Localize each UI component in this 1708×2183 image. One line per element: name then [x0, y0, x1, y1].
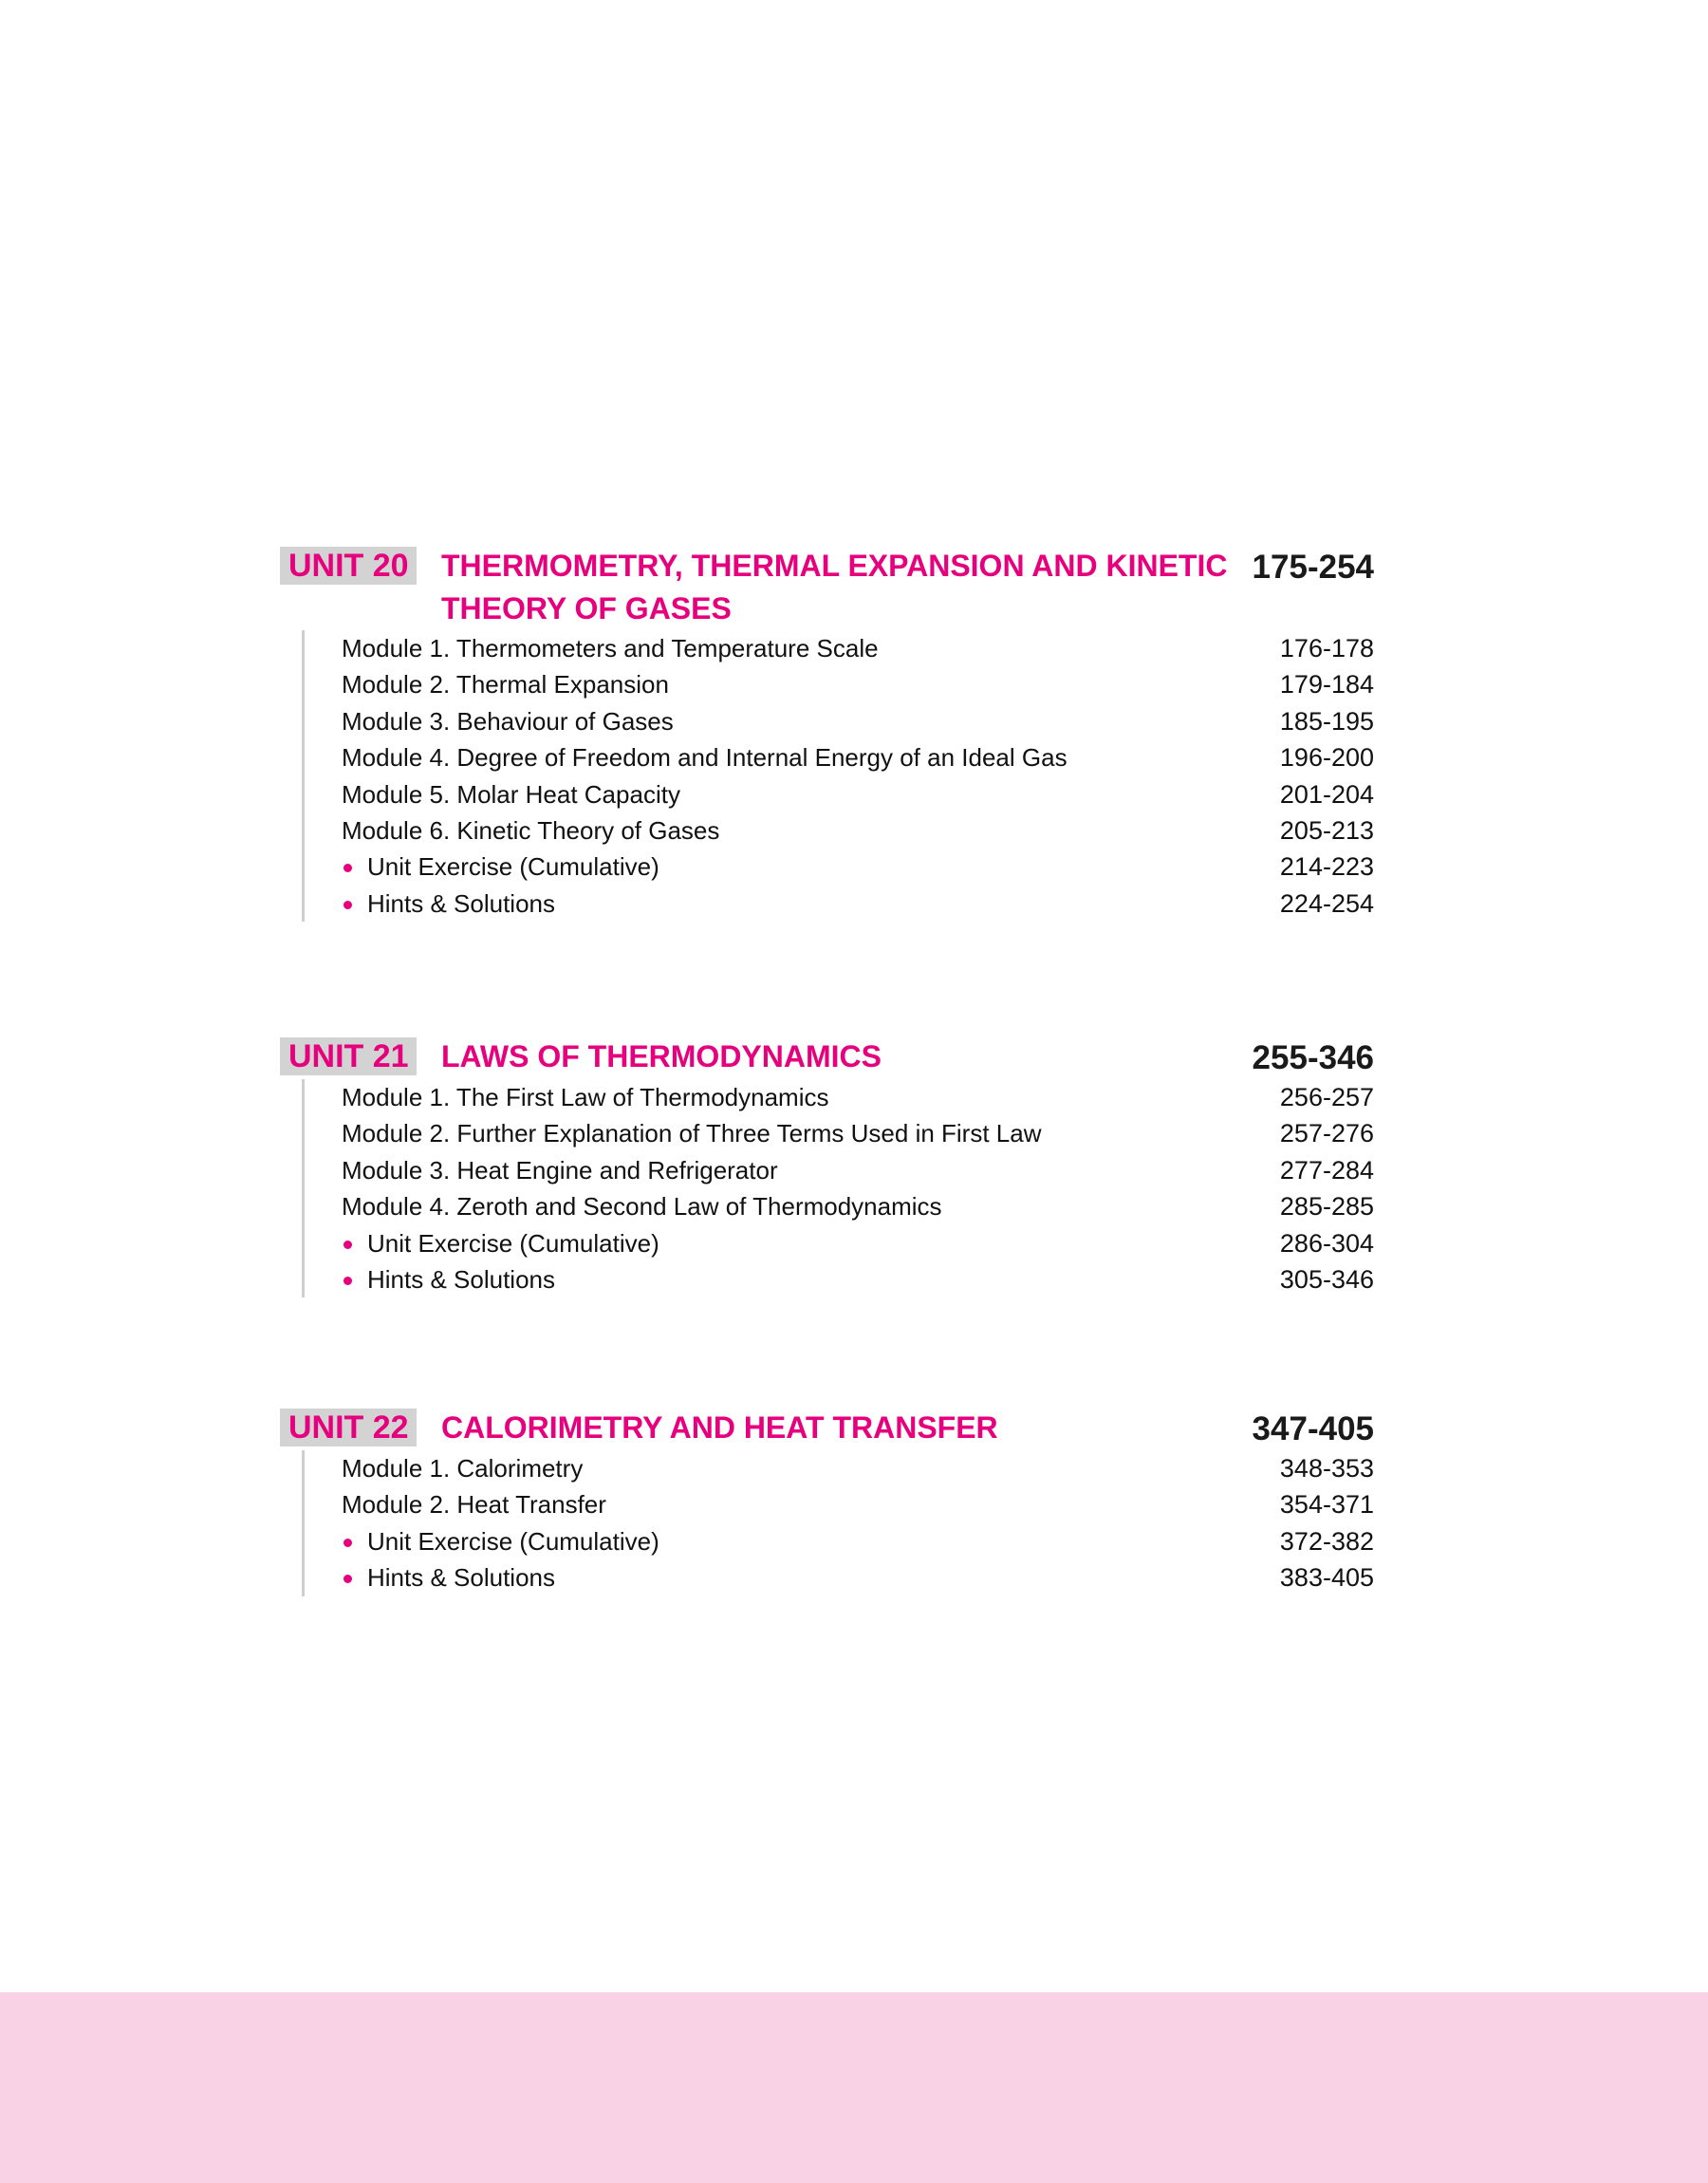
bullet-dot-icon	[343, 1241, 352, 1249]
entry-pages: 179-184	[1279, 670, 1374, 700]
footer-band	[0, 1992, 1708, 2183]
unit-entries	[302, 1450, 1385, 1596]
toc-entry[interactable]	[342, 1115, 1385, 1151]
toc-entry[interactable]	[342, 1559, 1385, 1595]
unit-label: UNIT 20	[280, 547, 417, 585]
entry-label: Module 2. Further Explanation of Three Terms Used in First Law	[342, 1119, 1042, 1148]
entry-label: Module 2. Heat Transfer	[342, 1490, 606, 1520]
unit-entries	[302, 630, 1385, 922]
entry-label: Module 3. Heat Engine and Refrigerator	[342, 1155, 778, 1185]
bullet-dot-icon	[343, 864, 352, 872]
entry-pages: 257-276	[1279, 1119, 1374, 1148]
entry-label: Module 1. Thermometers and Temperature Scale	[342, 634, 879, 662]
unit-header	[280, 545, 1385, 630]
entry-pages: 224-254	[1279, 888, 1374, 918]
unit-page-range: 175-254	[1252, 549, 1374, 586]
unit-entries	[302, 1079, 1385, 1297]
entry-label: Module 1. Calorimetry	[342, 1454, 584, 1483]
toc-entry[interactable]	[342, 739, 1385, 775]
toc-entry[interactable]	[342, 776, 1385, 812]
toc-entry[interactable]	[342, 1486, 1385, 1522]
entry-pages: 185-195	[1279, 706, 1374, 736]
toc-entry[interactable]	[342, 1079, 1385, 1115]
unit-page-range: 347-405	[1252, 1410, 1374, 1447]
entry-pages: 205-213	[1279, 815, 1374, 845]
entry-pages: 214-223	[1279, 852, 1374, 882]
toc-entry[interactable]	[342, 703, 1385, 739]
entry-label: Module 3. Behaviour of Gases	[342, 706, 674, 736]
unit-header	[280, 1036, 1385, 1079]
entry-label: Module 2. Thermal Expansion	[342, 670, 669, 700]
entry-pages: 201-204	[1279, 779, 1374, 809]
entry-pages: 305-346	[1279, 1264, 1374, 1294]
toc-entry[interactable]	[342, 886, 1385, 922]
entry-pages: 286-304	[1279, 1228, 1374, 1258]
entry-label: Unit Exercise (Cumulative)	[367, 1228, 659, 1258]
entry-label: Hints & Solutions	[367, 1264, 555, 1294]
unit-header	[280, 1407, 1385, 1450]
unit-page-range: 255-346	[1252, 1039, 1374, 1076]
unit-section-21	[280, 1036, 1385, 1297]
entry-label: Module 4. Zeroth and Second Law of Thermodynamics	[342, 1192, 942, 1222]
entry-pages: 354-371	[1279, 1490, 1374, 1520]
toc-entry[interactable]	[342, 1261, 1385, 1297]
toc-entry[interactable]	[342, 1450, 1385, 1486]
unit-title: CALORIMETRY AND HEAT TRANSFER	[441, 1410, 998, 1445]
bullet-dot-icon	[343, 1575, 352, 1583]
entry-label: Unit Exercise (Cumulative)	[367, 1526, 659, 1556]
toc-entry[interactable]	[342, 1225, 1385, 1261]
entry-label: Hints & Solutions	[367, 888, 555, 918]
entry-pages: 372-382	[1279, 1526, 1374, 1556]
unit-label: UNIT 22	[280, 1409, 417, 1446]
entry-pages: 176-178	[1279, 634, 1374, 662]
toc-entry[interactable]	[342, 849, 1385, 885]
toc-entry[interactable]	[342, 1523, 1385, 1559]
entry-label: Unit Exercise (Cumulative)	[367, 852, 659, 882]
bullet-dot-icon	[343, 901, 352, 909]
toc-entry[interactable]	[342, 630, 1385, 666]
unit-title: THERMOMETRY, THERMAL EXPANSION AND KINETIC THEORY OF GASES	[441, 549, 1228, 625]
entry-pages: 348-353	[1279, 1454, 1374, 1483]
unit-title: LAWS OF THERMODYNAMICS	[441, 1039, 882, 1073]
entry-pages: 196-200	[1279, 743, 1374, 773]
toc-entry[interactable]	[342, 812, 1385, 849]
entry-label: Module 6. Kinetic Theory of Gases	[342, 815, 720, 845]
entry-pages: 256-257	[1279, 1083, 1374, 1111]
toc-entry[interactable]	[342, 1152, 1385, 1188]
bullet-dot-icon	[343, 1539, 352, 1547]
entry-label: Module 5. Molar Heat Capacity	[342, 779, 680, 809]
unit-section-20	[280, 545, 1385, 922]
toc-entry[interactable]	[342, 666, 1385, 702]
entry-pages: 383-405	[1279, 1563, 1374, 1593]
entry-pages: 277-284	[1279, 1155, 1374, 1185]
unit-section-22	[280, 1407, 1385, 1596]
unit-label: UNIT 21	[280, 1037, 417, 1075]
bullet-dot-icon	[343, 1277, 352, 1285]
entry-label: Module 1. The First Law of Thermodynamics	[342, 1083, 829, 1111]
entry-pages: 285-285	[1279, 1192, 1374, 1222]
entry-label: Hints & Solutions	[367, 1563, 555, 1593]
entry-label: Module 4. Degree of Freedom and Internal Energy of an Ideal Gas	[342, 743, 1068, 773]
toc-entry[interactable]	[342, 1188, 1385, 1224]
